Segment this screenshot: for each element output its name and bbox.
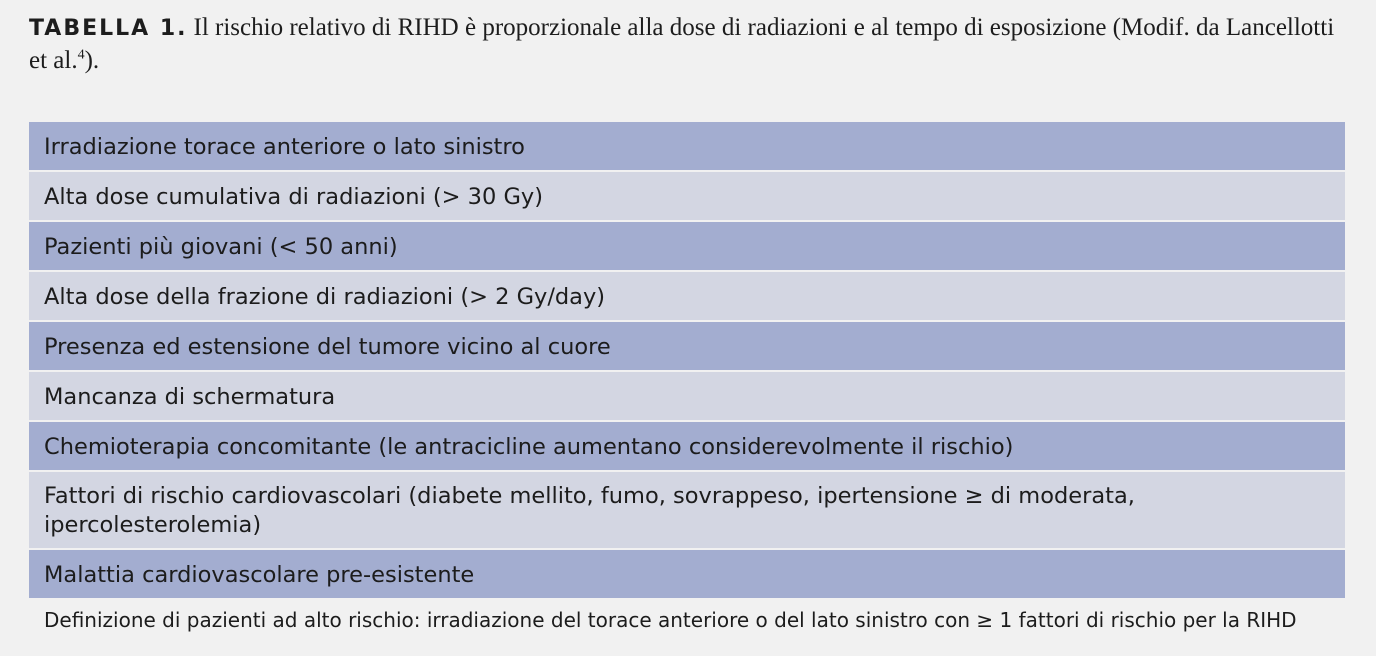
table-row: Pazienti più giovani (< 50 anni) [29, 222, 1345, 272]
table-row: Presenza ed estensione del tumore vicino al cuore [29, 322, 1345, 372]
table-row: Alta dose della frazione di radiazioni (> 2 Gy/day) [29, 272, 1345, 322]
caption-suffix: ). [84, 47, 100, 74]
table-row: Mancanza di schermatura [29, 372, 1345, 422]
caption-text: Il rischio relativo di RIHD è proporzionale alla dose di radiazioni e al tempo di esposizione (Modif. da Lancellotti et al. [29, 14, 1335, 74]
table-row: Malattia cardiovascolare pre-esistente [29, 550, 1345, 598]
table-row: Fattori di rischio cardiovascolari (diabete mellito, fumo, sovrappeso, ipertensione ≥ di moderata, ipercolesterolemia) [29, 472, 1345, 550]
risk-factors-table [29, 122, 1345, 598]
table-row: Chemioterapia concomitante (le antracicline aumentano considerevolmente il rischio) [29, 422, 1345, 472]
reference-superscript: 4 [77, 47, 85, 63]
table-caption [29, 12, 1349, 77]
table-row: Alta dose cumulativa di radiazioni (> 30 Gy) [29, 172, 1345, 222]
table-footnote: Definizione di pazienti ad alto rischio: irradiazione del torace anteriore o del lato sinistro con ≥ 1 fattori di rischio per la RIHD [44, 608, 1297, 632]
table-label: TABELLA 1. [29, 16, 188, 41]
table-row: Irradiazione torace anteriore o lato sinistro [29, 122, 1345, 172]
